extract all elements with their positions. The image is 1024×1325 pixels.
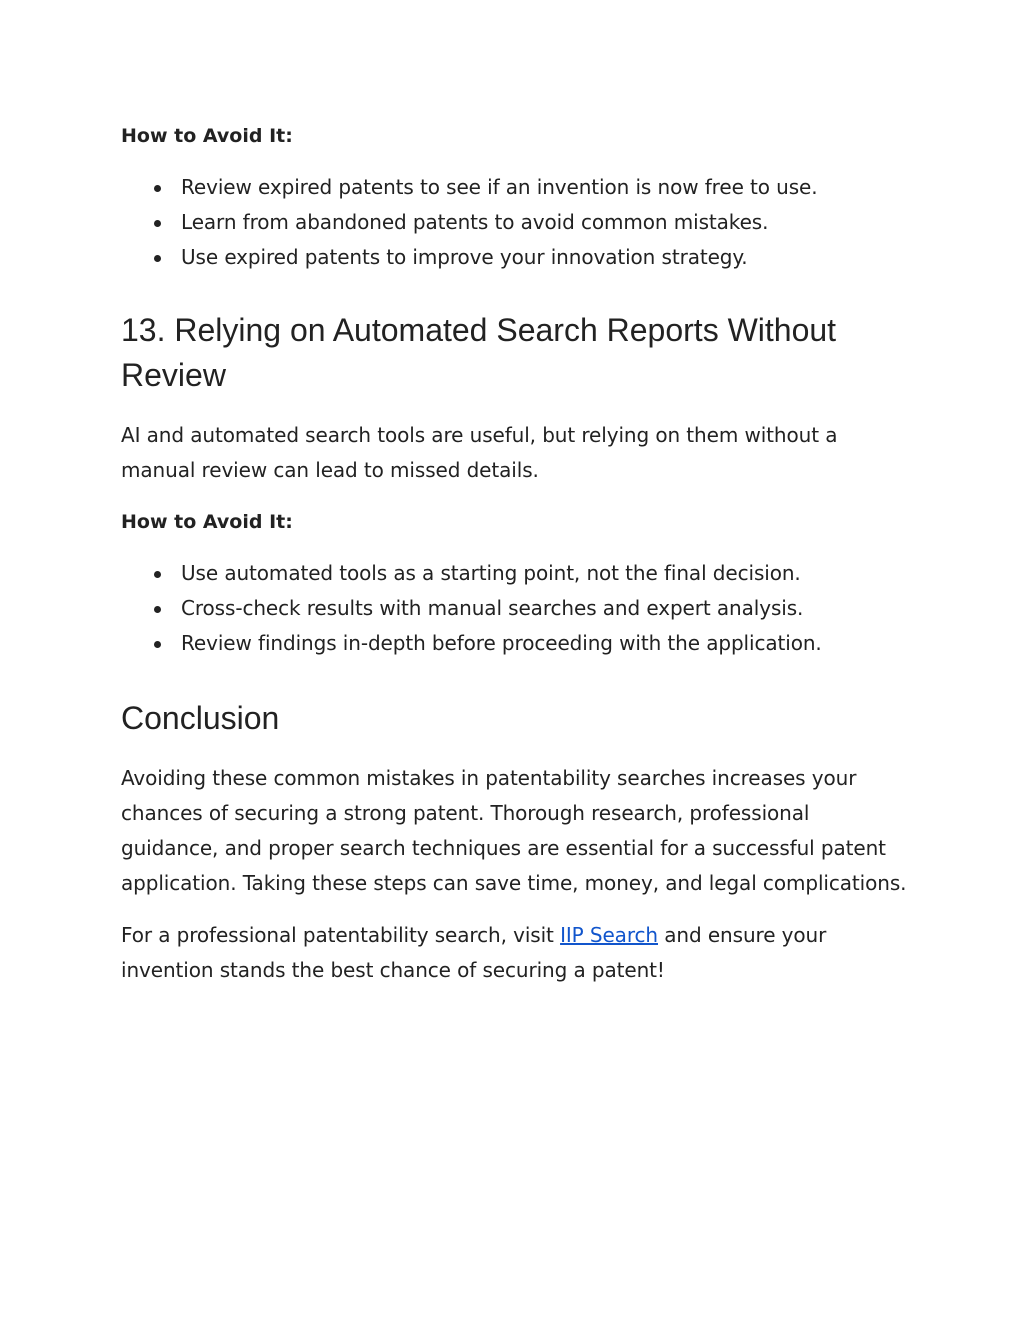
cta-text-after: and ensure your invention stands the best chance of securing a patent! bbox=[121, 923, 827, 982]
section-13-heading: 13. Relying on Automated Search Reports Without Review bbox=[121, 312, 837, 393]
list-item bbox=[181, 170, 911, 205]
bullet-icon bbox=[154, 606, 161, 613]
bullet-icon bbox=[154, 571, 161, 578]
how-to-avoid-subhead: How to Avoid It: bbox=[121, 511, 293, 533]
list-item-text: Cross-check results with manual searches and expert analysis. bbox=[181, 596, 804, 620]
cta-paragraph bbox=[121, 918, 911, 988]
list-item-text: Review findings in-depth before proceeding with the application. bbox=[181, 631, 822, 655]
how-to-avoid-subhead: How to Avoid It: bbox=[121, 125, 293, 147]
list-item-text: Learn from abandoned patents to avoid common mistakes. bbox=[181, 210, 769, 234]
bullet-icon bbox=[154, 220, 161, 227]
bullet-icon bbox=[154, 255, 161, 262]
list-item-text: Use automated tools as a starting point, not the final decision. bbox=[181, 561, 801, 585]
bullet-icon bbox=[154, 185, 161, 192]
list-item bbox=[181, 240, 911, 275]
bullet-icon bbox=[154, 641, 161, 648]
tips-list bbox=[121, 170, 911, 275]
conclusion-heading: Conclusion bbox=[121, 700, 280, 736]
conclusion-paragraph: Avoiding these common mistakes in patentability searches increases your chances of securing a strong patent. Thorough research, professional guidance, and proper search techniques are essential for a successful patent application. Taking these steps can save time, money, and legal complications. bbox=[121, 766, 907, 895]
list-item bbox=[181, 556, 911, 591]
list-item-text: Use expired patents to improve your innovation strategy. bbox=[181, 245, 748, 269]
section-13-intro: AI and automated search tools are useful, but relying on them without a manual review can lead to missed details. bbox=[121, 423, 838, 482]
tips-list bbox=[121, 556, 911, 661]
list-item bbox=[181, 591, 911, 626]
iip-search-link[interactable]: IIP Search bbox=[560, 923, 658, 947]
list-item bbox=[181, 626, 911, 661]
list-item bbox=[181, 205, 911, 240]
document-page bbox=[121, 118, 911, 988]
cta-text-before: For a professional patentability search, visit bbox=[121, 923, 561, 947]
list-item-text: Review expired patents to see if an invention is now free to use. bbox=[181, 175, 818, 199]
